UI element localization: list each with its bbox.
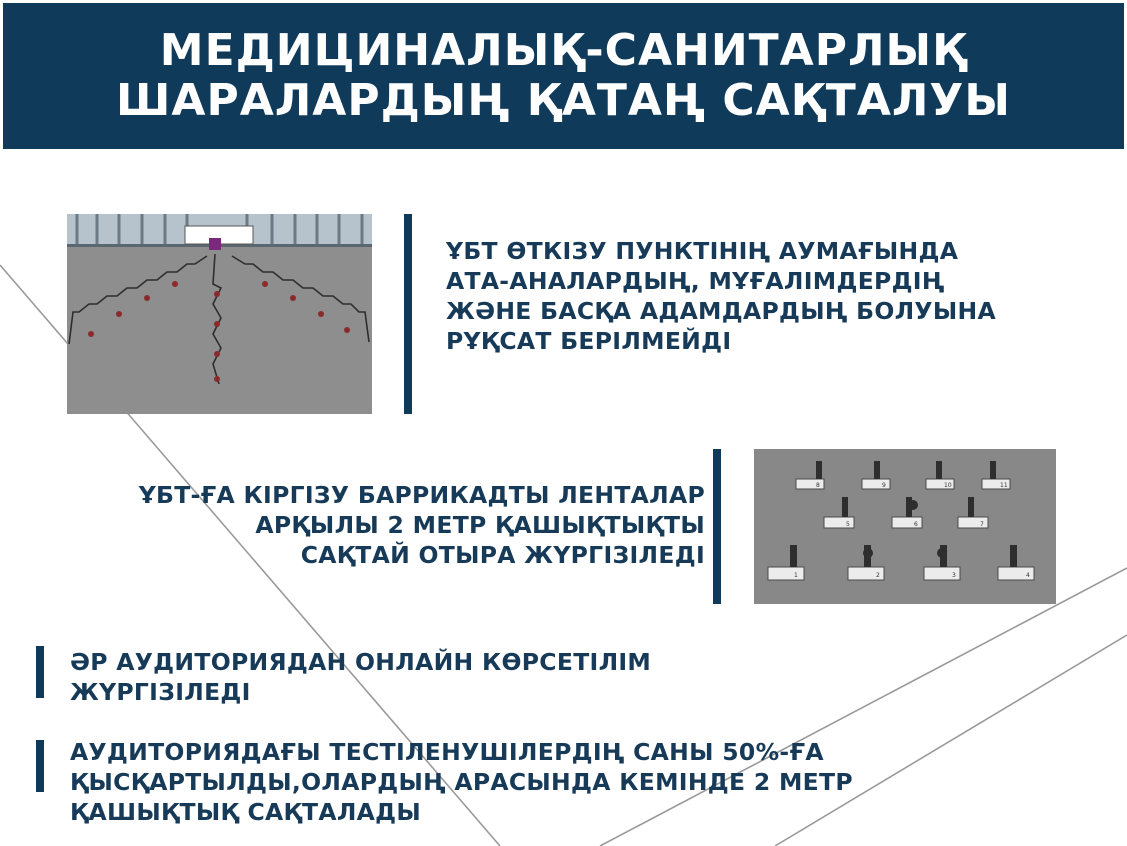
desk-number: 4 [1026,572,1030,579]
desk-number: 2 [876,572,880,579]
desk-number: 9 [882,482,886,489]
rule-text-online-stream: ӘР АУДИТОРИЯДАН ОНЛАЙН КӨРСЕТІЛІМ ЖҮРГІЗІЛЕДІ [70,648,652,706]
accent-bar-4 [36,740,44,792]
accent-bar-3 [36,646,44,698]
title-banner [3,3,1124,149]
classroom-desks-photo [754,449,1056,604]
rule-text-barricade-entry: ҰБТ-ҒА КІРГІЗУ БАРРИКАДТЫ ЛЕНТАЛАР АРҚЫЛЫ 2 МЕТР ҚАШЫҚТЫҚТЫ САҚТАЙ ОТЫРА ЖҮРГІЗІЛЕДІ [138,481,705,569]
hall-queue-illustration [67,214,372,414]
page-title: МЕДИЦИНАЛЫҚ-САНИТАРЛЫҚ ШАРАЛАРДЫҢ ҚАТАҢ САҚТАЛУЫ [116,25,1011,126]
desk-number: 1 [794,572,798,579]
desk-number: 5 [846,521,850,528]
desk-number: 10 [944,482,952,489]
desk-number: 7 [980,521,984,528]
hall-queue-photo [67,214,372,414]
desk-number: 8 [816,482,820,489]
accent-bar-1 [404,214,412,414]
desk-number: 3 [952,572,956,579]
rule-text-restricted-access: ҰБТ ӨТКІЗУ ПУНКТІНІҢ АУМАҒЫНДА АТА-АНАЛАРДЫҢ, МҰҒАЛІМДЕРДІҢ ЖӘНЕ БАСҚА АДАМДАРДЫҢ БОЛУЫНА РҰҚСАТ БЕРІЛМЕЙДІ [446,237,996,355]
accent-bar-2 [713,449,721,604]
rule-text-capacity-reduced: АУДИТОРИЯДАҒЫ ТЕСТІЛЕНУШІЛЕРДІҢ САНЫ 50%-ҒА ҚЫСҚАРТЫЛДЫ,ОЛАРДЫҢ АРАСЫНДА КЕМІНДЕ 2 МЕТР ҚАШЫҚТЫҚ САҚТАЛАДЫ [70,738,853,826]
desk-number: 11 [1000,482,1008,489]
classroom-desks-illustration [754,449,1056,604]
desk-number: 6 [914,521,918,528]
